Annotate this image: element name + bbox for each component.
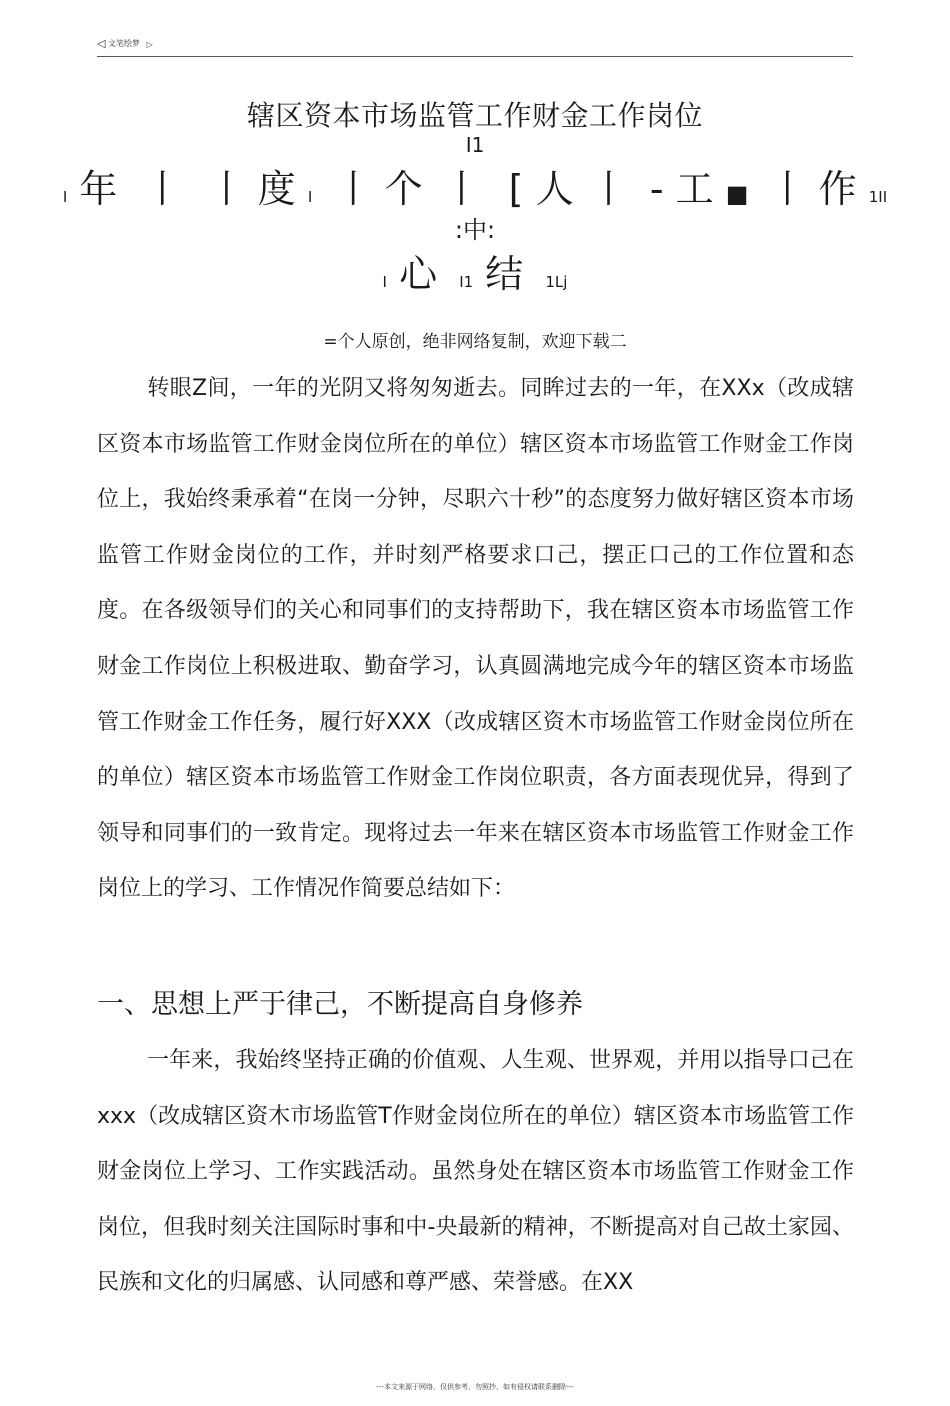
glyph: 度 <box>257 167 296 211</box>
page-header <box>97 38 853 57</box>
garbled-heading-row <box>0 158 950 213</box>
garbled-heading-row <box>0 243 950 298</box>
garbled-fragment: I1 <box>465 133 485 157</box>
glyph: 作 <box>818 167 857 211</box>
glyph: 工 <box>675 167 714 211</box>
glyph: 丨 <box>207 167 246 211</box>
document-title: 辖区资本市场监管工作财金工作岗位 <box>246 99 703 132</box>
glyph: 丨 <box>768 167 807 211</box>
glyph: ■ <box>725 180 749 208</box>
left-triangle-icon: ◁ <box>97 37 106 50</box>
glyph: 结 <box>485 252 524 296</box>
paragraph-text: 一年来，我始终坚持正确的价值观、人生观、世界观，并用以指导口己在xxx（改成辖区资木市场监管T作财金岗位所在的单位）辖区资本市场监管工作财金岗位上学习、工作实践活动。虽然身处在辖区资本市场监管工作财金工作岗位，但我时刻关注国际时事和中-央最新的精神，不断提高对自己故土家园、民族和文化的归属感、认同感和尊严感、荣誉感。在XX <box>97 1048 854 1296</box>
glyph: 年 <box>79 167 118 211</box>
glyph: 丨 <box>334 167 373 211</box>
glyph: 丨 <box>143 167 182 211</box>
subtitle: =个人原创，绝非网络复制，欢迎下载二 <box>323 332 627 352</box>
glyph: I <box>382 273 387 291</box>
section-heading: 一、思想上严于律己，不断提高自身修养 <box>97 989 583 1020</box>
glyph: 1II <box>868 188 888 206</box>
glyph: 个 <box>384 167 423 211</box>
glyph: 人 <box>535 167 574 211</box>
glyph: I <box>307 188 313 206</box>
right-triangle-icon: ▷ <box>146 40 153 49</box>
glyph: 心 <box>399 252 438 296</box>
glyph: 丨 <box>442 167 481 211</box>
glyph: [ <box>508 167 524 211</box>
page-footer: ---本文来源于网络，仅供参考，勿照抄，如有侵权请联系删除--- <box>376 1383 574 1391</box>
glyph: I1 <box>459 273 474 291</box>
glyph: 1Lj <box>545 273 568 291</box>
body-paragraph <box>97 1033 854 1311</box>
header-text: 文笔绘梦 <box>108 39 141 48</box>
body-paragraph <box>97 361 854 917</box>
garbled-fragment: :中: <box>454 216 496 244</box>
paragraph-text: 转眼Z间，一年的光阴又将匆匆逝去。同眸过去的一年，在XXx（改成辖区资本市场监管工作财金岗位所在的单位）辖区资本市场监管工作财金工作岗位上，我始终秉承着“在岗一分钟，尽职六十秒”的态度努力做好辖区资本市场监管工作财金岗位的工作，并时刻严格要求口己，摆正口己的工作位置和态度。在各级领导们的关心和同事们的支持帮助下，我在辖区资本市场监管工作财金工作岗位上积极进取、勤奋学习，认真圆满地完成今年的辖区资本市场监管工作财金工作任务，履行好XXX（改成辖区资木市场监管工作财金岗位所在的单位）辖区资本市场监管工作财金工作岗位职责，各方面表现优异，得到了领导和同事们的一致肯定。现将过去一年来在辖区资本市场监管工作财金工作岗位上的学习、工作情况作简要总结如下： <box>97 376 854 902</box>
glyph: I <box>62 188 68 206</box>
glyph: 丨 <box>589 167 628 211</box>
glyph: - <box>649 167 664 211</box>
